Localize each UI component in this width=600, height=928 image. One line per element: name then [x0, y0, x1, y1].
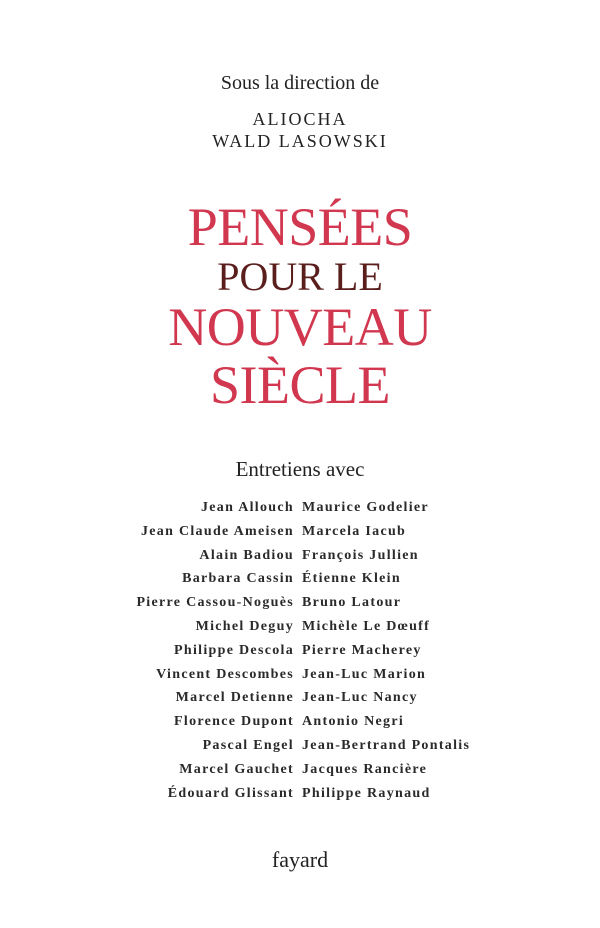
title-line-2: POUR LE [217, 254, 383, 299]
title-line-4: SIÈCLE [210, 355, 390, 415]
contributor-name: Jean Claude Ameisen [140, 523, 294, 539]
contributor-name: Jean Allouch [200, 500, 294, 515]
book-title [0, 198, 600, 414]
contributor-name: Maurice Godelier [302, 500, 429, 515]
contributors-right-column [302, 496, 470, 805]
title-line-1: PENSÉES [187, 197, 413, 257]
contributor-name: Édouard Glissant [167, 785, 294, 801]
contributor-name: Jacques Rancière [302, 761, 428, 777]
editor-name [0, 108, 600, 152]
contributor-name: Pierre Macherey [302, 642, 422, 658]
contributor-name: Michèle Le Dœuff [302, 618, 431, 634]
contributor-name: Jean-Luc Marion [302, 666, 427, 682]
contributor-name: Florence Dupont [174, 714, 294, 730]
contributor-name: Jean-Bertrand Pontalis [302, 737, 471, 753]
contributor-name: Philippe Raynaud [302, 785, 431, 801]
contributor-name: Jean-Luc Nancy [302, 690, 418, 706]
contributor-name: Bruno Latour [302, 595, 402, 611]
contributor-name: Vincent Descombes [156, 666, 294, 682]
editor-intro: Sous la direction de [220, 72, 380, 94]
contributor-name: Pascal Engel [202, 737, 294, 753]
contributor-name: Marcel Detienne [175, 690, 294, 706]
contributor-name: Philippe Descola [174, 642, 294, 658]
contributor-name: Étienne Klein [302, 571, 401, 587]
contributor-name: Michel Deguy [195, 618, 294, 634]
publisher-logo: fayard [271, 847, 329, 872]
editor-last-name: WALD LASOWSKI [212, 131, 388, 151]
contributor-name: Marcela Iacub [302, 523, 407, 539]
editor-first-name: ALIOCHA [252, 109, 348, 129]
contributor-name: Pierre Cassou-Noguès [136, 595, 294, 611]
contributors-left-column [136, 496, 294, 805]
contributor-name: Antonio Negri [302, 714, 405, 730]
contributor-name: François Jullien [302, 547, 419, 563]
contributor-name: Barbara Cassin [182, 571, 294, 587]
contributor-name: Alain Badiou [199, 547, 294, 563]
contributor-name: Marcel Gauchet [179, 761, 294, 777]
title-line-3: NOUVEAU [168, 297, 432, 357]
interviews-heading: Entretiens avec [235, 457, 365, 481]
